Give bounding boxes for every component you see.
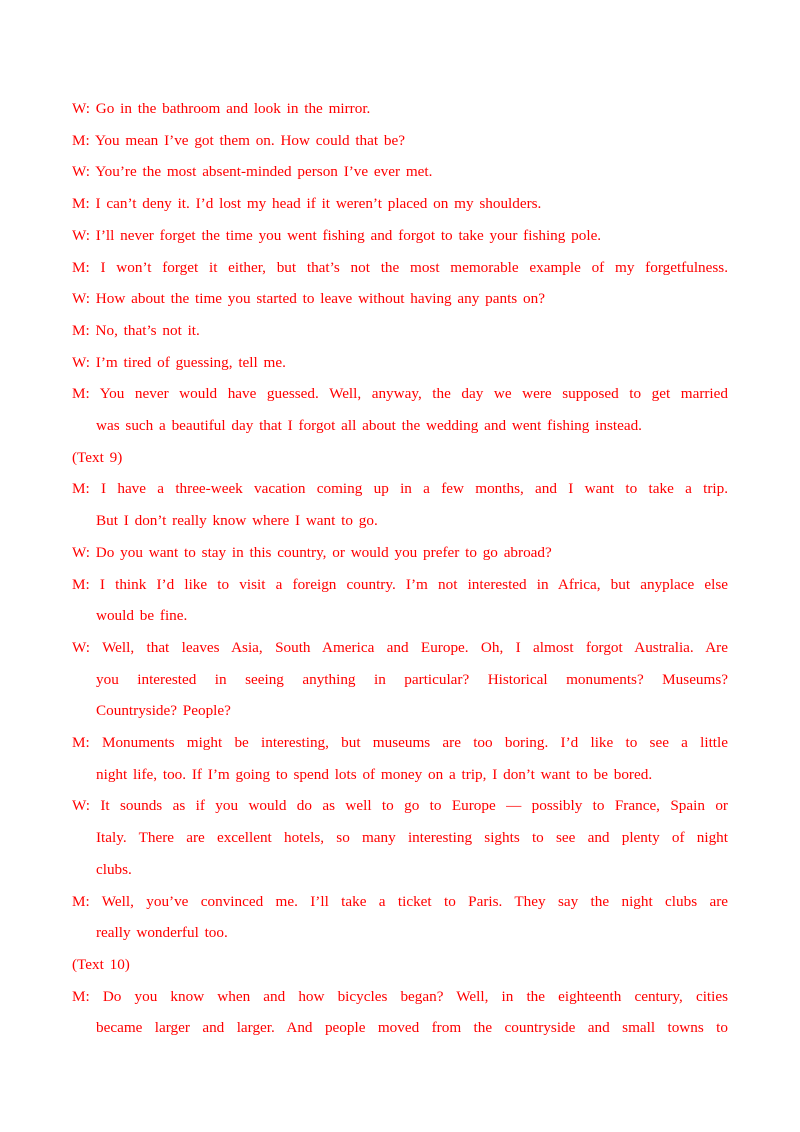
- dialogue-continuation: really wonderful too.: [96, 924, 228, 942]
- dialogue-continuation: clubs.: [96, 860, 132, 878]
- dialogue-line: M: Do you know when and how bicycles began? Well, in the eighteenth century, cities: [72, 987, 728, 1005]
- dialogue-continuation: Italy. There are excellent hotels, so many interesting sights to see and plenty of night: [96, 829, 728, 847]
- dialogue-line: W: Do you want to stay in this country, or would you prefer to go abroad?: [72, 543, 552, 561]
- dialogue-line: W: You’re the most absent-minded person I’ve ever met.: [72, 163, 433, 181]
- dialogue-line: M: No, that’s not it.: [72, 321, 200, 339]
- dialogue-continuation: would be fine.: [96, 607, 188, 625]
- dialogue-line: M: You never would have guessed. Well, anyway, the day we were supposed to get married: [72, 385, 728, 403]
- section-heading: (Text 10): [72, 955, 130, 973]
- dialogue-line: M: I think I’d like to visit a foreign country. I’m not interested in Africa, but anyplace else: [72, 575, 728, 593]
- dialogue-line: M: Well, you’ve convinced me. I’ll take a ticket to Paris. They say the night clubs are: [72, 892, 728, 910]
- dialogue-line: M: I can’t deny it. I’d lost my head if it weren’t placed on my shoulders.: [72, 195, 542, 213]
- dialogue-line: W: Well, that leaves Asia, South America and Europe. Oh, I almost forgot Australia. Are: [72, 638, 728, 656]
- dialogue-line: W: I’ll never forget the time you went fishing and forgot to take your fishing pole.: [72, 226, 602, 244]
- dialogue-line: W: I’m tired of guessing, tell me.: [72, 353, 286, 371]
- dialogue-continuation: But I don’t really know where I want to go.: [96, 512, 378, 530]
- dialogue-continuation: became larger and larger. And people moved from the countryside and small towns to: [96, 1019, 728, 1037]
- transcript-text: [72, 93, 728, 1044]
- dialogue-line: W: How about the time you started to leave without having any pants on?: [72, 290, 545, 308]
- dialogue-line: M: Monuments might be interesting, but museums are too boring. I’d like to see a little: [72, 734, 728, 752]
- section-heading: (Text 9): [72, 448, 123, 466]
- dialogue-continuation: Countryside? People?: [96, 702, 231, 720]
- dialogue-continuation: night life, too. If I’m going to spend lots of money on a trip, I don’t want to be bored.: [96, 765, 653, 783]
- dialogue-continuation: you interested in seeing anything in particular? Historical monuments? Museums?: [96, 670, 728, 688]
- dialogue-continuation: was such a beautiful day that I forgot all about the wedding and went fishing instead.: [96, 417, 642, 435]
- dialogue-line: M: I have a three-week vacation coming up in a few months, and I want to take a trip.: [72, 480, 728, 498]
- dialogue-line: M: I won’t forget it either, but that’s not the most memorable example of my forgetfulness.: [72, 258, 728, 276]
- dialogue-line: M: You mean I’ve got them on. How could that be?: [72, 131, 405, 149]
- dialogue-line: W: It sounds as if you would do as well to go to Europe — possibly to France, Spain or: [72, 797, 728, 815]
- dialogue-line: W: Go in the bathroom and look in the mirror.: [72, 100, 371, 117]
